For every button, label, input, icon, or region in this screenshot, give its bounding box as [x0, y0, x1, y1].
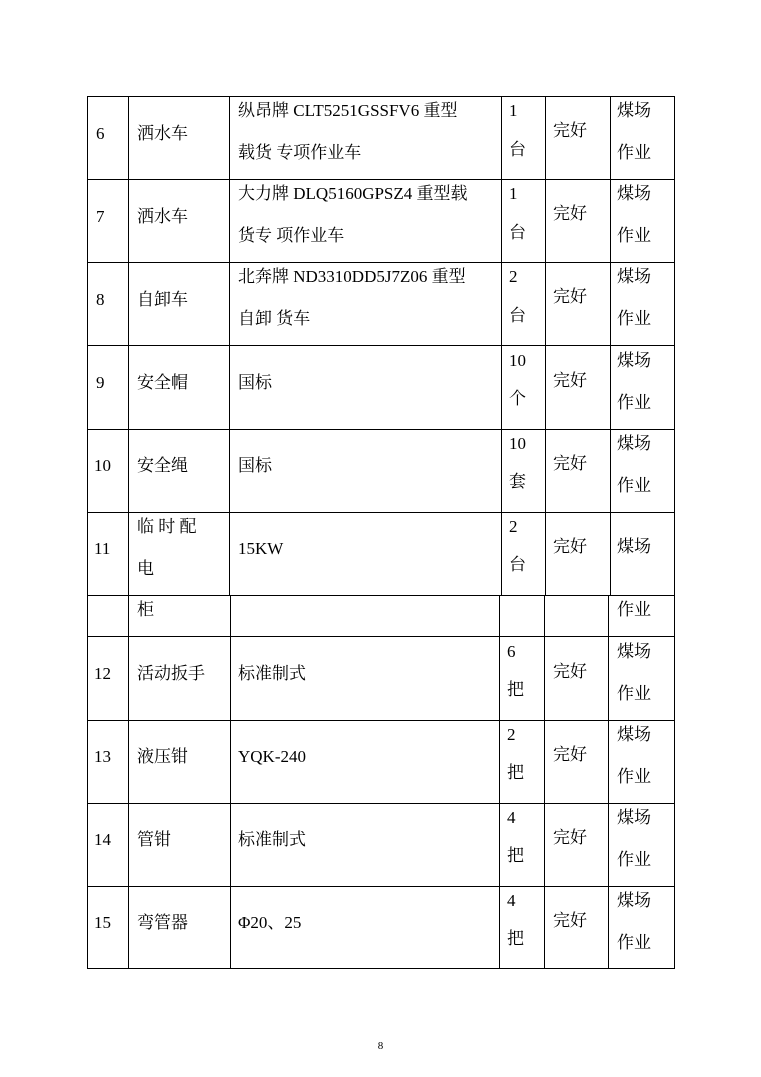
item-name: 洒水车 [137, 124, 188, 143]
item-usage: 煤场 [617, 434, 651, 453]
row-number: 8 [96, 290, 105, 309]
row-number: 10 [94, 456, 111, 475]
item-spec: 自卸 货车 [238, 309, 311, 328]
item-usage: 煤场 [617, 891, 651, 910]
item-status: 完好 [553, 911, 587, 930]
item-quantity: 6 [507, 642, 516, 661]
page-number: 8 [377, 1040, 384, 1052]
item-name: 活动扳手 [137, 664, 205, 683]
item-status: 完好 [553, 537, 587, 556]
item-usage: 煤场 [617, 351, 651, 370]
item-name: 弯管器 [137, 913, 188, 932]
row-number: 14 [94, 830, 111, 849]
item-usage: 煤场 [617, 725, 651, 744]
item-name: 安全绳 [137, 456, 188, 475]
table-rule [87, 262, 675, 263]
table-rule [87, 968, 675, 969]
item-status: 完好 [553, 454, 587, 473]
item-status: 完好 [553, 662, 587, 681]
item-spec: 载货 专项作业车 [238, 143, 362, 162]
item-usage: 作业 [617, 684, 651, 703]
table-rule [544, 595, 545, 969]
item-usage: 作业 [617, 309, 651, 328]
item-name: 安全帽 [137, 373, 188, 392]
item-status: 完好 [553, 828, 587, 847]
table-rule [128, 595, 129, 969]
table-rule [545, 96, 546, 596]
row-number: 15 [94, 913, 111, 932]
table-rule [87, 345, 675, 346]
item-name: 临 时 配 [137, 517, 197, 536]
item-usage: 作业 [617, 767, 651, 786]
row-number: 6 [96, 124, 105, 143]
item-quantity: 4 [507, 891, 516, 910]
table-rule [87, 595, 88, 969]
item-usage: 作业 [617, 476, 651, 495]
item-spec: 标准制式 [238, 830, 306, 849]
item-usage: 作业 [617, 143, 651, 162]
item-usage: 作业 [617, 393, 651, 412]
item-usage: 煤场 [617, 267, 651, 286]
table-rule [128, 96, 129, 596]
item-quantity: 4 [507, 808, 516, 827]
item-name: 液压钳 [137, 747, 188, 766]
item-unit: 套 [509, 472, 526, 491]
table-rule [501, 96, 502, 596]
row-number: 12 [94, 664, 111, 683]
row-number: 9 [96, 373, 105, 392]
item-quantity: 2 [509, 517, 518, 536]
item-unit: 台 [509, 306, 526, 325]
item-unit: 台 [509, 223, 526, 242]
item-quantity: 10 [509, 434, 526, 453]
table-rule [610, 96, 611, 596]
table-rule [87, 886, 675, 887]
row-number: 7 [96, 207, 105, 226]
table-rule [87, 803, 675, 804]
item-quantity: 2 [509, 267, 518, 286]
item-unit: 把 [507, 763, 524, 782]
item-name: 洒水车 [137, 207, 188, 226]
table-rule [87, 96, 675, 97]
item-usage: 作业 [617, 850, 651, 869]
item-status: 完好 [553, 287, 587, 306]
item-status: 完好 [553, 204, 587, 223]
item-unit: 个 [509, 389, 526, 408]
item-name: 管钳 [137, 830, 171, 849]
item-usage: 煤场 [617, 537, 651, 556]
item-unit: 把 [507, 846, 524, 865]
item-spec: 标准制式 [238, 664, 306, 683]
table-rule [87, 512, 675, 513]
item-spec: 国标 [238, 373, 272, 392]
item-spec: 北奔牌 ND3310DD5J7Z06 重型 [238, 267, 466, 286]
item-spec: YQK-240 [238, 747, 306, 766]
item-unit: 台 [509, 555, 526, 574]
table-rule [230, 595, 231, 969]
table-rule [608, 595, 609, 969]
item-usage: 作业 [617, 933, 651, 952]
item-name: 自卸车 [137, 290, 188, 309]
item-quantity: 1 [509, 101, 518, 120]
item-status: 完好 [553, 371, 587, 390]
table-rule [87, 595, 675, 596]
item-quantity: 2 [507, 725, 516, 744]
item-quantity: 10 [509, 351, 526, 370]
table-rule [87, 96, 88, 596]
item-unit: 把 [507, 929, 524, 948]
item-usage: 作业 [617, 226, 651, 245]
table-rule [499, 595, 500, 969]
item-spec: Φ20、25 [238, 913, 302, 932]
item-name: 电 [137, 559, 154, 578]
row-number: 11 [94, 539, 111, 558]
item-quantity: 1 [509, 184, 518, 203]
item-usage: 煤场 [617, 184, 651, 203]
item-spec: 纵昂牌 CLT5251GSSFV6 重型 [238, 101, 458, 120]
item-unit: 台 [509, 140, 526, 159]
table-rule [87, 636, 675, 637]
item-spec: 货专 项作业车 [238, 226, 345, 245]
item-usage: 作业 [617, 600, 651, 619]
table-rule [229, 96, 230, 596]
item-usage: 煤场 [617, 808, 651, 827]
item-status: 完好 [553, 121, 587, 140]
item-spec: 国标 [238, 456, 272, 475]
item-unit: 把 [507, 680, 524, 699]
row-number: 13 [94, 747, 111, 766]
item-spec: 15KW [238, 539, 284, 558]
table-rule [87, 179, 675, 180]
item-usage: 煤场 [617, 101, 651, 120]
item-usage: 煤场 [617, 642, 651, 661]
item-status: 完好 [553, 745, 587, 764]
item-spec: 大力牌 DLQ5160GPSZ4 重型载 [238, 184, 468, 203]
item-name: 柜 [137, 600, 154, 619]
table-rule [674, 96, 675, 596]
table-rule [87, 429, 675, 430]
table-rule [674, 595, 675, 969]
table-rule [87, 720, 675, 721]
